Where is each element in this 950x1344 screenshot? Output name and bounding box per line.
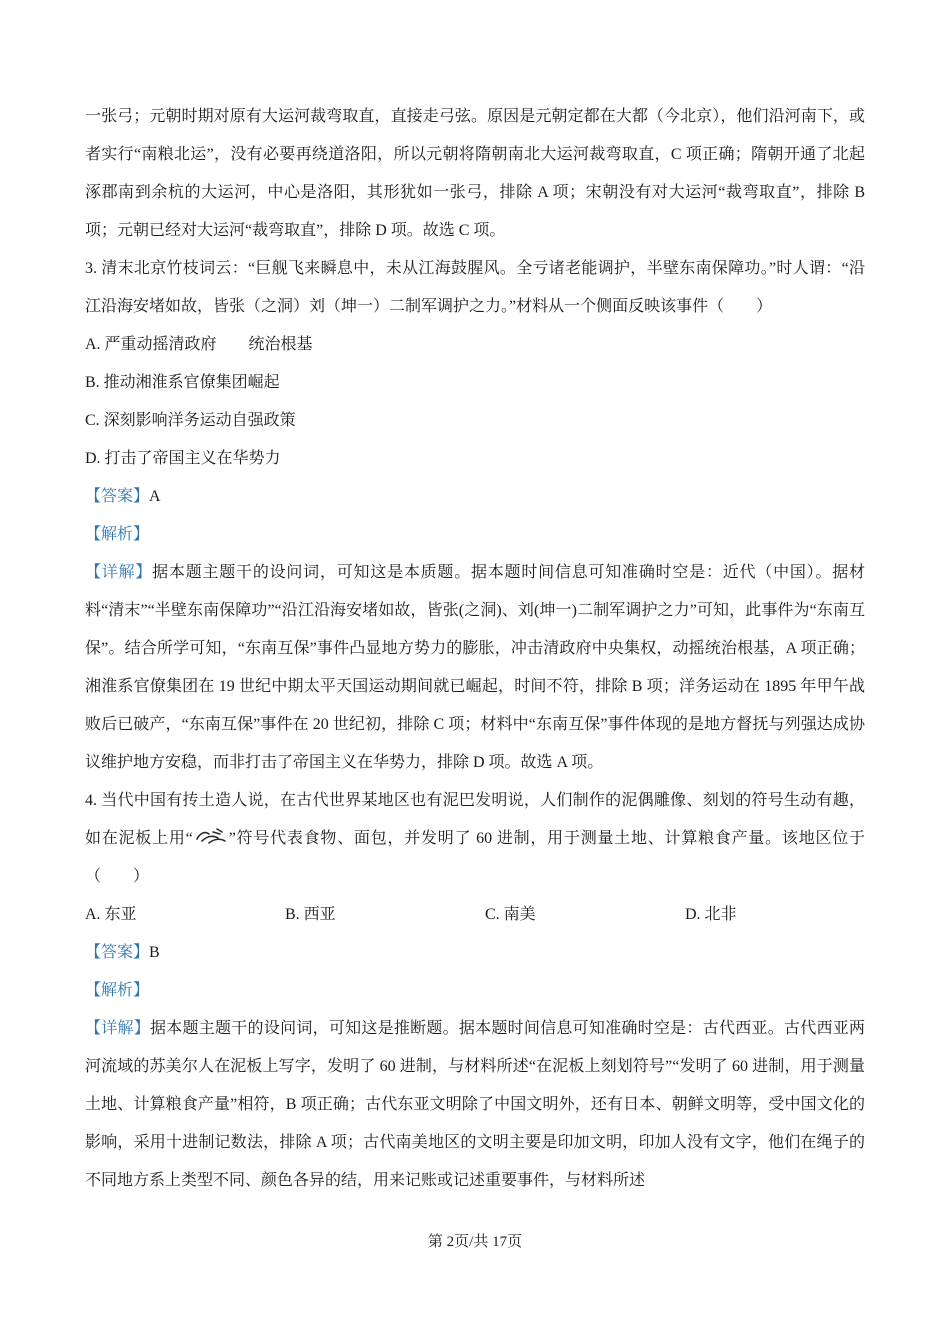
detail-label: 【详解】 <box>85 1020 151 1037</box>
answer-label: 【答案】 <box>85 488 150 505</box>
detail-label: 【详解】 <box>85 564 153 581</box>
question-3-option-c: C. 深刻影响洋务运动自强政策 <box>85 412 296 429</box>
analysis-label: 【解析】 <box>85 982 150 999</box>
question-4-stem-after: ”符号代表食物、面包，并发明了 60 进制，用于测量土地、计算粮食产量。该地区位于（ ） <box>85 830 865 885</box>
answer-label: 【答案】 <box>85 944 150 961</box>
question-4-detail-paragraph <box>85 1010 865 1200</box>
question-3-answer-line <box>85 478 865 516</box>
question-4-stem <box>85 782 865 896</box>
question-4-option-c: C. 南美 <box>485 906 536 923</box>
question-3-detail-paragraph <box>85 554 865 782</box>
question-3-option-d: D. 打击了帝国主义在华势力 <box>85 450 281 467</box>
question-4-option-d: D. 北非 <box>685 906 737 923</box>
question-4-answer-line <box>85 934 865 972</box>
analysis-label: 【解析】 <box>85 526 150 543</box>
question-4-answer-value: B <box>149 944 160 961</box>
question-4-option-b: B. 西亚 <box>285 906 336 923</box>
question-4-analysis-line <box>85 972 865 1010</box>
question-3-option-a: A. 严重动摇清政府 统治根基 <box>85 336 313 353</box>
question-4-detail-text: 据本题主题干的设问词，可知这是推断题。据本题时间信息可知准确时空是：古代西亚。古代西亚两河流域的苏美尔人在泥板上写字，发明了 60 进制，与材料所述“在泥板上刻划符号”“发明了 60 进制，用于测量土地、计算粮食产量”相符，B 项正确；古代东亚文明除了中国文明外，还有日本、朝鲜文明等，受中国文化的影响，采用十进制记数法，排除 A 项；古代南美地区的文明主要是印加文明，印加人没有文字，他们在绳子的不同地方系上类型不同、颜色各异的结，用来记账或记述重要事件，与材料所述 <box>85 1020 865 1189</box>
cuneiform-symbol-image <box>193 824 229 846</box>
question-3-analysis-line <box>85 516 865 554</box>
continuation-paragraph: 一张弓；元朝时期对原有大运河裁弯取直，直接走弓弦。原因是元朝定都在大都（今北京），他们沿河南下，或者实行“南粮北运”，没有必要再绕道洛阳，所以元朝将隋朝南北大运河裁弯取直，C 项正确；隋朝开通了北起涿郡南到余杭的大运河，中心是洛阳，其形犹如一张弓，排除 A 项；宋朝没有对大运河“裁弯取直”，排除 B 项；元朝已经对大运河“裁弯取直”，排除 D 项。故选 C 项。 <box>85 108 865 239</box>
question-3-answer-value: A <box>149 488 161 505</box>
question-4-stem-before: 4. 当代中国有抟土造人说，在古代世界某地区也有泥巴发明说，人们制作的泥偶雕像、刻划的符号生动有趣，如在泥板上用“ <box>85 792 865 847</box>
question-3-detail-text: 据本题主题干的设问词，可知这是本质题。据本题时间信息可知准确时空是：近代（中国）。据材料“清末”“半壁东南保障功”“沿江沿海安堵如故，皆张(之洞)、刘(坤一)二制军调护之力”可知，此事件为“东南互保”。结合所学可知，“东南互保”事件凸显地方势力的膨胀，冲击清政府中央集权，动摇统治根基，A 项正确；湘淮系官僚集团在 19 世纪中期太平天国运动期间就已崛起，时间不符，排除 B 项；洋务运动在 1895 年甲午战败后已破产，“东南互保”事件在 20 世纪初，排除 C 项；材料中“东南互保”事件体现的是地方督抚与列强达成协议维护地方安稳，而非打击了帝国主义在华势力，排除 D 项。故选 A 项。 <box>85 564 865 771</box>
question-3-option-b: B. 推动湘淮系官僚集团崛起 <box>85 374 280 391</box>
question-3-stem: 3. 清末北京竹枝词云：“巨舰飞来瞬息中，未从江海鼓腥风。全亏诸老能调护，半壁东南保障功。”时人谓：“沿江沿海安堵如故，皆张（之洞）刘（坤一）二制军调护之力。”材料从一个侧面反映该事件（ ） <box>85 260 865 315</box>
question-4-option-a: A. 东亚 <box>85 906 137 923</box>
page-number-footer: 第 2页/共 17页 <box>427 1234 523 1250</box>
question-4-options-row <box>85 896 865 934</box>
